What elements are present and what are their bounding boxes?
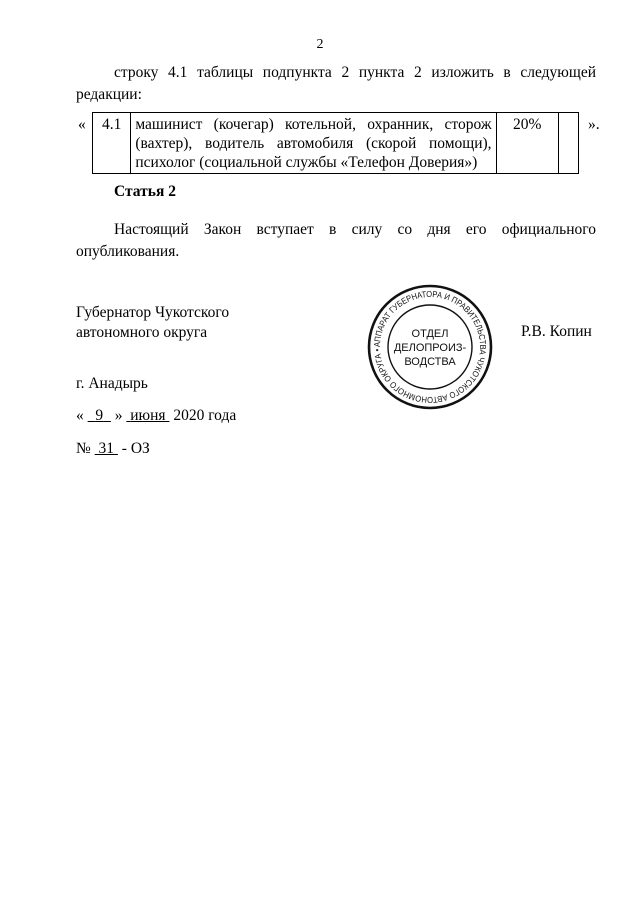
date-month: июня bbox=[130, 407, 166, 424]
svg-text:ОТДЕЛ: ОТДЕЛ bbox=[411, 328, 449, 340]
svg-text:ВОДСТВА: ВОДСТВА bbox=[404, 356, 456, 368]
intro-line-1: строку 4.1 таблицы подпункта 2 пункта 2 изложить в следующей bbox=[114, 64, 596, 81]
signatory-title bbox=[76, 303, 229, 343]
official-stamp bbox=[365, 282, 495, 412]
date-year: 2020 года bbox=[173, 407, 237, 424]
article-line-1: Настоящий Закон вступает в силу со дня его официального bbox=[114, 221, 596, 238]
svg-text:АППАРАТ ГУБЕРНАТОРА И ПРАВИТЕЛ: АППАРАТ ГУБЕРНАТОРА И ПРАВИТЕЛЬСТВА ЧУКОТСКОГО АВТОНОМНОГО ОКРУГА • bbox=[371, 288, 489, 406]
row-rate-cell: 20% bbox=[496, 113, 558, 174]
date-quote-close: » bbox=[114, 407, 123, 424]
law-number bbox=[76, 440, 150, 458]
law-number-prefix: № bbox=[76, 440, 91, 457]
amendment-table bbox=[92, 112, 579, 174]
description-line-2: (вахтер), водитель автомобиля (скорой помощи), bbox=[135, 135, 492, 152]
date-day: 9 bbox=[95, 407, 104, 424]
description-line-3: психолог (социальной службы «Телефон Доверия») bbox=[135, 154, 478, 171]
description-line-1: машинист (кочегар) котельной, охранник, сторож bbox=[135, 116, 492, 133]
signing-date bbox=[76, 407, 236, 425]
date-quote-open: « bbox=[76, 407, 84, 424]
row-blank-cell bbox=[558, 113, 578, 174]
signatory-title-line-1: Губернатор Чукотского bbox=[76, 304, 230, 321]
signatory-title-line-2: автономного округа bbox=[76, 324, 208, 341]
page-number: 2 bbox=[316, 37, 324, 52]
table-row bbox=[93, 113, 579, 174]
amendment-quote-open: « bbox=[78, 116, 86, 133]
row-description-cell bbox=[131, 113, 496, 174]
law-number-suffix: - ОЗ bbox=[121, 440, 150, 457]
place: г. Анадырь bbox=[76, 375, 148, 392]
signatory-name: Р.В. Копин bbox=[521, 323, 592, 340]
row-number-cell: 4.1 bbox=[93, 113, 131, 174]
article-heading: Статья 2 bbox=[114, 183, 176, 200]
article-line-2: опубликования. bbox=[76, 243, 180, 260]
svg-text:ДЕЛОПРОИЗ-: ДЕЛОПРОИЗ- bbox=[393, 342, 467, 354]
law-number-value: 31 bbox=[98, 440, 115, 457]
amendment-quote-close: ». bbox=[588, 116, 600, 133]
intro-line-2: редакции: bbox=[76, 86, 142, 103]
